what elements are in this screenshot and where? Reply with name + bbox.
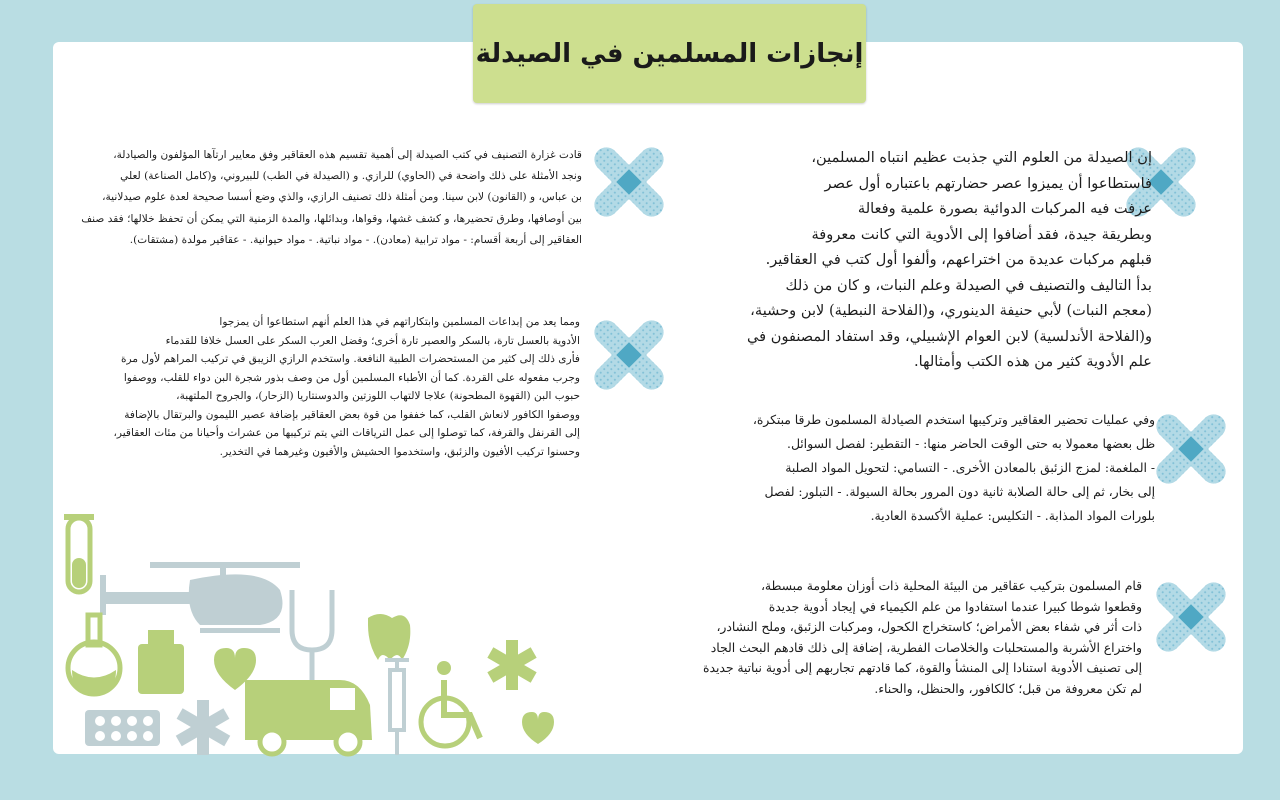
text-line: بن عباس، و (القانون) لابن سينا. ومن أمثلة ذلك تصنيف الرازي، والذي وضع أسسا صحيحة لعدة علوم صيدلانية، bbox=[102, 191, 582, 204]
text-line: ونجد الأمثلة على ذلك واضحة في (الحاوي) للرازي. و (الصيدلة في الطب) للبيروني، و(كامل الصناعة) لعلي bbox=[120, 170, 582, 183]
text-line: وجرب مفعوله على القردة. كما أن الأطباء المسلمين أول من وصف بذور شجرة البن دواء للقلب، ووصفوا bbox=[123, 371, 580, 384]
text-line: (معجم النبات) لأبي حنيفة الدينوري، و(الفلاحة النبطية) لابن وحشية، bbox=[750, 302, 1152, 319]
text-line: واختراع الأشربة والمستحلبات والخلاصات الفطرية، إضافة إلى ذلك قادهم البحث الجاد bbox=[710, 640, 1142, 655]
text-block-methods bbox=[753, 408, 1155, 528]
text-line: علم الأدوية كثير من هذه الكتب وأمثالها. bbox=[914, 353, 1152, 370]
text-line: ومما يعد من إبداعات المسلمين وابتكاراتهم في هذا العلم أنهم استطاعوا أن يمزجوا bbox=[219, 316, 580, 328]
text-line: وبطريقة جيدة، فقد أضافوا إلى الأدوية التي كانت معروفة bbox=[811, 225, 1152, 243]
text-block-innovations bbox=[113, 313, 580, 461]
text-line: العقاقير إلى أربعة أقسام: - مواد ترابية (معادن). - مواد نباتية. - مواد حيوانية. - عقاقير مولدة (مشتقات). bbox=[129, 233, 582, 246]
text-line: فاستطاعوا أن يميزوا عصر حضارتهم باعتباره أول عصر bbox=[824, 174, 1152, 192]
text-line: قادت غزارة التصنيف في كتب الصيدلة إلى أهمية تقسيم هذه العقاقير وفق معايير ارتآها المؤلفون والصيادلة، bbox=[113, 149, 582, 161]
flask-icon bbox=[68, 615, 120, 695]
pills-icon bbox=[85, 710, 160, 746]
text-line: و(الفلاحة الأندلسية) لابن العوام الإشبيلي، وقد استفاد المصنفون في bbox=[746, 327, 1152, 345]
text-line: قبلهم مركبات عديدة من اختراعهم، وألفوا أول كتب في العقاقير. bbox=[765, 251, 1152, 268]
text-line: إلى القرنفل والقرفة، كما توصلوا إلى عمل الترياقات التي يتم تركيبها من عشرات وأحيانا من مئات العقاقير، bbox=[113, 427, 580, 439]
text-line: بدأ التاليف والتصنيف في الصيدلة وعلم النبات، و كان من ذلك bbox=[785, 276, 1152, 294]
page-title: إنجازات المسلمين في الصيدلة bbox=[475, 38, 864, 69]
text-line: الأدوية بالعسل تارة، بالسكر والعصير تارة أخرى؛ وفضل العرب السكر على العسل خلافا للقدماء bbox=[165, 334, 580, 347]
text-line: قام المسلمون بتركيب عقاقير من البيئة المحلية ذات أوزان معلومة مبسطة، bbox=[760, 579, 1142, 593]
text-line: حبوب البن (القهوة المطحونة) علاجا لالتهاب اللوزتين والدوسنتاريا (الزحار)، والجروح الملتهبة، bbox=[176, 390, 580, 402]
ambulance-icon bbox=[245, 680, 372, 754]
syringe-icon bbox=[385, 660, 409, 755]
text-line: وفي عمليات تحضير العقاقير وتركيبها استخدم الصيادلة المسلمون طرقا مبتكرة، bbox=[752, 413, 1155, 427]
bandage-cross-icon bbox=[1152, 578, 1230, 656]
text-line: ذات أثر في شفاء بعض الأمراض؛ كاستخراج الكحول، ومركبات الزئبق، وملح النشادر، bbox=[716, 620, 1142, 635]
text-line: وحسنوا تركيب الأفيون والزئبق، واستخدموا الحشيش والأفيون وغيرهما في التخدير. bbox=[219, 445, 580, 458]
medical-illustration bbox=[60, 510, 560, 760]
bandage-cross-icon bbox=[590, 316, 668, 394]
text-line: ووصفوا الكافور لانعاش القلب، كما خففوا من قوة بعض العقاقير بإضافة عصير الليمون والبرتقال بالإضافة bbox=[124, 408, 580, 421]
title-box bbox=[473, 4, 866, 103]
text-line: فأرى ذلك إلى كثير من المستحضرات الطبية النافعة. واستخدم الرازي الزيبق في تركيب المراهم لأول مرة bbox=[120, 353, 580, 365]
text-line: وقطعوا شوطا كبيرا عندما استفادوا من علم الكيمياء في إيجاد أدوية جديدة bbox=[768, 599, 1142, 614]
tooth-icon bbox=[368, 614, 410, 660]
medical-star-icon bbox=[487, 640, 536, 690]
test-tube-icon bbox=[64, 514, 94, 592]
text-block-local-herbs bbox=[703, 576, 1142, 700]
text-line: بلورات المواد المذابة. - التكليس: عملية الأكسدة العادية. bbox=[870, 509, 1155, 524]
text-line: إلى بخار، ثم إلى حالة الصلابة ثانية دون المرور بحالة السيولة. - التبلور: لفصل bbox=[764, 485, 1155, 500]
text-line: - الملغمة: لمزج الزئبق بالمعادن الأخرى. - التسامي: لتحويل المواد الصلبة bbox=[785, 461, 1155, 476]
medicine-bottle-icon bbox=[138, 630, 184, 694]
wheelchair-icon bbox=[421, 661, 480, 746]
medical-star-icon bbox=[176, 700, 230, 755]
text-line: عرفت فيه المركبات الدوائية بصورة علمية وفعالة bbox=[857, 200, 1152, 217]
text-block-intro bbox=[747, 145, 1152, 375]
heart-icon bbox=[522, 712, 554, 744]
bandage-cross-icon bbox=[1152, 410, 1230, 488]
text-line: إلى تصنيف الأدوية استنادا إلى المنشأ والقوة، كما قادتهم تجاربهم إلى أدوية نباتية جديدة bbox=[703, 661, 1142, 676]
text-line: إن الصيدلة من العلوم التي جذبت عظيم انتباه المسلمين، bbox=[811, 149, 1152, 166]
text-block-classification bbox=[81, 145, 582, 251]
text-line: لم تكن معروفة من قبل؛ كالكافور، والحنظل، والحناء. bbox=[874, 681, 1142, 696]
text-line: ظل بعضها معمولا به حتى الوقت الحاضر منها: - التقطير: لفصل السوائل. bbox=[787, 437, 1155, 452]
bandage-cross-icon bbox=[590, 143, 668, 221]
helicopter-icon bbox=[100, 562, 300, 633]
text-line: بين أوصافها، وطرق تحضيرها، و كشف غشها، وقواها، وبدائلها، والمدة الزمنية التي يمكن أن تحفظ خلالها؛ فقد صنف bbox=[81, 212, 582, 225]
